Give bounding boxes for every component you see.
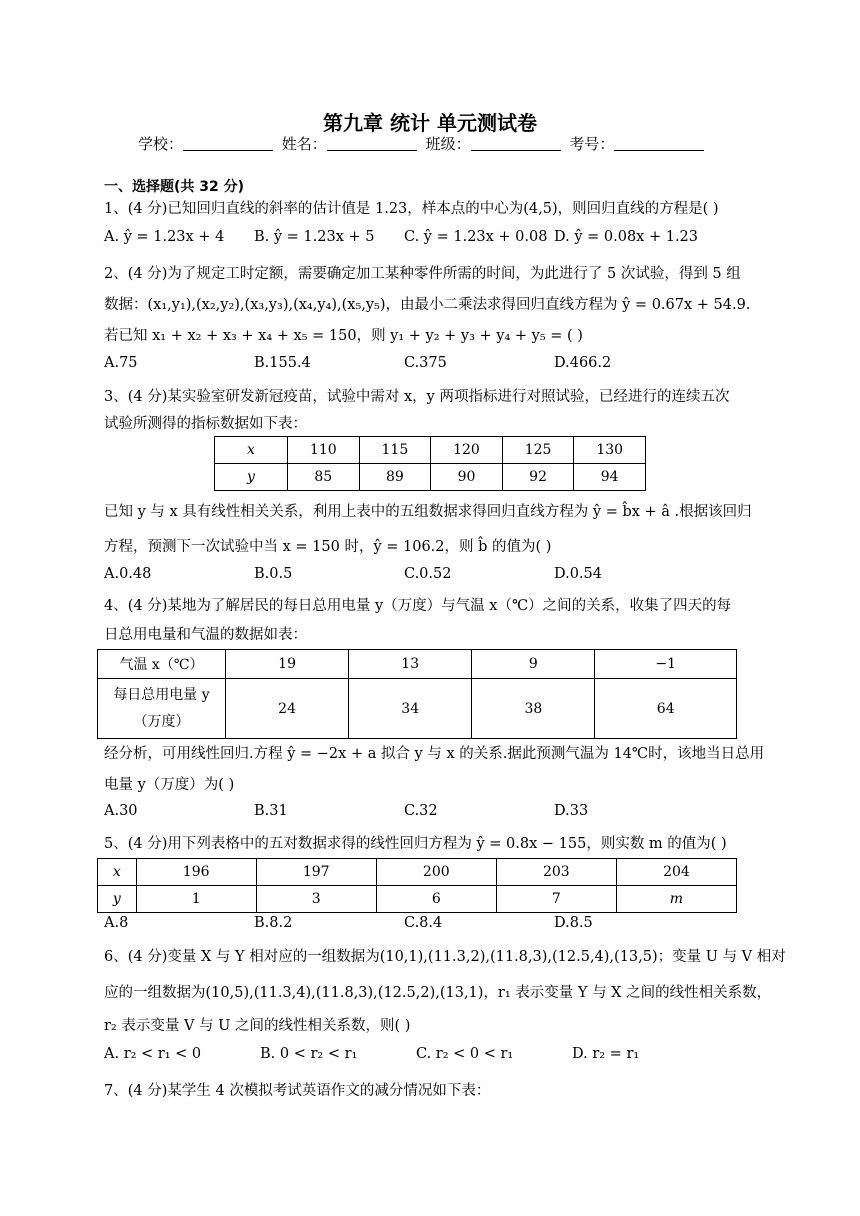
table-cell: 13 [349,650,472,679]
q4-option-c: C.32 [404,803,438,819]
table-cell: 24 [226,679,349,739]
table-cell: 38 [472,679,595,739]
exam-no-blank[interactable] [614,136,704,151]
student-info-row [138,133,708,154]
q5-table [97,858,737,913]
table-cell: 1 [136,886,256,913]
q1-option-b: B. ŷ = 1.23x + 5 [254,229,375,245]
table-cell: 34 [349,679,472,739]
q3-option-c: C.0.52 [404,566,452,582]
table-cell: x [215,437,288,464]
school-label: 学校： [138,135,184,153]
q2-option-c: C.375 [404,355,447,371]
table-cell: 7 [496,886,616,913]
table-cell: 6 [376,886,496,913]
section-heading: 一、选择题(共 32 分) [104,179,245,195]
page-title: 第九章 统计 单元测试卷 [323,111,537,135]
class-label: 班级： [425,135,471,153]
table-cell: m [616,886,736,913]
q1-stem: 1、(4 分)已知回归直线的斜率的估计值是 1.23，样本点的中心为(4,5)，则回归直线的方程是( ) [104,201,719,217]
q4-line-1: 4、(4 分)某地为了解居民的每日总用电量 y（万度）与气温 x（℃）之间的关系，收集了四天的每 [104,598,732,614]
table-cell: y [215,464,288,491]
table-cell: 130 [574,437,646,464]
q5-option-a: A.8 [104,915,129,931]
q2-option-a: A.75 [104,355,138,371]
table-cell: 64 [595,679,737,739]
table-cell: 90 [431,464,503,491]
q4-line-3: 经分析，可用线性回归.方程 ŷ = −2x + a 拟合 y 与 x 的关系.据此预测气温为 14℃时，该地当日总用 [104,746,765,762]
table-cell: x [98,859,137,886]
q6-option-c: C. r₂ < 0 < r₁ [416,1046,514,1062]
q4-line-4: 电量 y（万度）为( ) [104,777,235,793]
exam-no-label: 考号： [569,135,615,153]
table-cell: 92 [502,464,574,491]
class-blank[interactable] [471,136,561,151]
table-cell: 9 [472,650,595,679]
q6-option-b: B. 0 < r₂ < r₁ [260,1046,358,1062]
q2-option-b: B.155.4 [254,355,311,371]
q6-option-d: D. r₂ = r₁ [572,1046,640,1062]
q2-line-3: 若已知 x₁ + x₂ + x₃ + x₄ + x₅ = 150，则 y₁ + y₂ + y₃ + y₄ + y₅ = ( ) [104,328,583,344]
table-cell: 196 [136,859,256,886]
table-cell: 85 [288,464,360,491]
table-cell: 203 [496,859,616,886]
table-cell: 204 [616,859,736,886]
q3-line-2: 试验所测得的指标数据如下表： [104,416,307,432]
q4-line-2: 日总用电量和气温的数据如表： [104,627,307,643]
q1-option-d: D. ŷ = 0.08x + 1.23 [554,229,699,245]
q5-option-b: B.8.2 [254,915,293,931]
table-cell: 94 [574,464,646,491]
table-cell: 每日总用电量 y （万度） [98,679,226,739]
table-cell: 3 [256,886,376,913]
name-label: 姓名： [281,135,327,153]
q4-table [97,649,737,739]
q3-line-4: 方程，预测下一次试验中当 x = 150 时，ŷ = 106.2，则 b̂ 的值为( ) [104,539,552,555]
q3-option-b: B.0.5 [254,566,293,582]
q2-option-d: D.466.2 [554,355,612,371]
q3-option-d: D.0.54 [554,566,603,582]
q3-table [214,436,646,491]
q4-option-d: D.33 [554,803,589,819]
q6-option-a: A. r₂ < r₁ < 0 [104,1046,202,1062]
table-cell: 89 [359,464,431,491]
q6-line-1: 6、(4 分)变量 X 与 Y 相对应的一组数据为(10,1),(11.3,2),(11.8,3),(12.5,4),(13,5)；变量 U 与 V 相对 [104,949,786,965]
table-cell: 110 [288,437,360,464]
table-cell: 115 [359,437,431,464]
q3-option-a: A.0.48 [104,566,152,582]
table-cell: y [98,886,137,913]
table-cell: 200 [376,859,496,886]
q4-option-b: B.31 [254,803,288,819]
q1-option-c: C. ŷ = 1.23x + 0.08 [404,229,548,245]
q6-line-3: r₂ 表示变量 V 与 U 之间的线性相关系数，则( ) [104,1018,411,1034]
q2-line-2: 数据：(x₁,y₁),(x₂,y₂),(x₃,y₃),(x₄,y₄),(x₅,y₅)，由最小二乘法求得回归直线方程为 ŷ = 0.67x + 54.9. [104,297,751,313]
q3-line-3: 已知 y 与 x 具有线性相关关系，利用上表中的五组数据求得回归直线方程为 ŷ = b̂x + â .根据该回归 [104,504,752,520]
q7-line-1: 7、(4 分)某学生 4 次模拟考试英语作文的减分情况如下表： [104,1083,491,1099]
name-blank[interactable] [327,136,417,151]
table-cell: 120 [431,437,503,464]
table-cell: 气温 x（℃） [98,650,226,679]
q4-option-a: A.30 [104,803,138,819]
school-blank[interactable] [183,136,273,151]
q5-option-c: C.8.4 [404,915,443,931]
table-cell: −1 [595,650,737,679]
q5-line-1: 5、(4 分)用下列表格中的五对数据求得的线性回归方程为 ŷ = 0.8x − 155，则实数 m 的值为( ) [104,836,727,852]
q1-option-a: A. ŷ = 1.23x + 4 [104,229,225,245]
table-cell: 125 [502,437,574,464]
q6-line-2: 应的一组数据为(10,5),(11.3,4),(11.8,3),(12.5,2),(13,1)，r₁ 表示变量 Y 与 X 之间的线性相关系数， [104,985,772,1001]
table-cell: 19 [226,650,349,679]
table-cell: 197 [256,859,376,886]
q3-line-1: 3、(4 分)某实验室研发新冠疫苗，试验中需对 x，y 两项指标进行对照试验，已经进行的连续五次 [104,389,730,405]
q2-line-1: 2、(4 分)为了规定工时定额，需要确定加工某种零件所需的时间，为此进行了 5 次试验，得到 5 组 [104,266,741,282]
q5-option-d: D.8.5 [554,915,593,931]
